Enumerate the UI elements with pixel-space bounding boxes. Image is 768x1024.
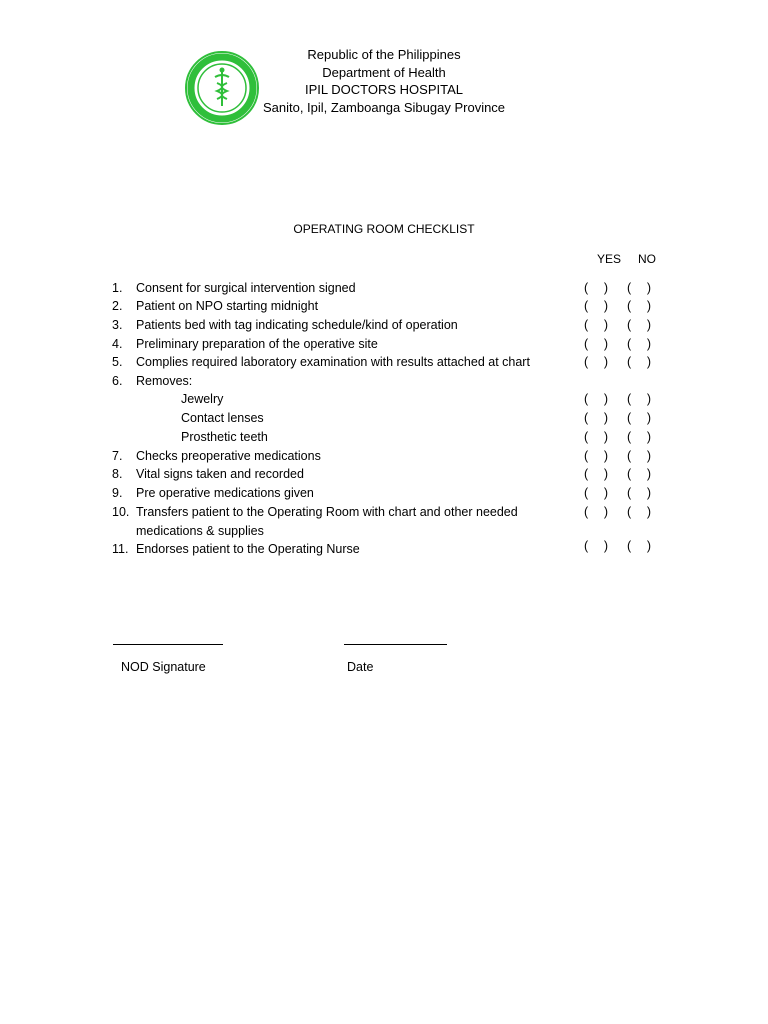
header-department: Department of Health bbox=[322, 64, 446, 80]
checklist-subitem-contact-lenses bbox=[0, 411, 768, 429]
header-hospital-name: IPIL DOCTORS HOSPITAL bbox=[305, 82, 463, 97]
no-checkbox[interactable]: ( ) bbox=[627, 355, 651, 369]
no-checkbox[interactable]: ( ) bbox=[627, 281, 651, 295]
item-label: Vital signs taken and recorded bbox=[136, 467, 304, 481]
item-number: 10. bbox=[112, 505, 130, 519]
yes-checkbox[interactable]: ( ) bbox=[584, 318, 608, 332]
item-label: Preliminary preparation of the operative site bbox=[136, 337, 378, 351]
item-label: Patients bed with tag indicating schedule/kind of operation bbox=[136, 318, 458, 332]
header-republic: Republic of the Philippines bbox=[307, 47, 461, 62]
checklist-subitem-prosthetic-teeth bbox=[0, 430, 768, 448]
item-label: Pre operative medications given bbox=[136, 486, 314, 500]
item-number: 2. bbox=[112, 299, 123, 313]
no-checkbox[interactable]: ( ) bbox=[627, 505, 651, 519]
yes-column-header: YES bbox=[597, 252, 622, 266]
item-label: Prosthetic teeth bbox=[181, 430, 268, 444]
checklist-title: OPERATING ROOM CHECKLIST bbox=[293, 222, 475, 236]
date-label: Date bbox=[347, 660, 374, 674]
yes-checkbox[interactable]: ( ) bbox=[584, 355, 608, 369]
item-label: Contact lenses bbox=[181, 411, 264, 425]
yes-checkbox[interactable]: ( ) bbox=[584, 449, 608, 463]
checklist-item-8 bbox=[0, 467, 768, 485]
item-label: Patient on NPO starting midnight bbox=[136, 299, 319, 313]
yes-checkbox[interactable]: ( ) bbox=[584, 337, 608, 351]
checklist-item-7 bbox=[0, 449, 768, 467]
yes-checkbox[interactable]: ( ) bbox=[584, 486, 608, 500]
no-checkbox[interactable]: ( ) bbox=[627, 299, 651, 313]
no-checkbox[interactable]: ( ) bbox=[627, 430, 651, 444]
no-checkbox[interactable]: ( ) bbox=[627, 486, 651, 500]
checklist-item-6 bbox=[0, 374, 768, 392]
item-label: Removes: bbox=[136, 374, 193, 388]
item-label: Transfers patient to the Operating Room with chart and other needed bbox=[136, 505, 518, 519]
yes-checkbox[interactable]: ( ) bbox=[584, 299, 608, 313]
item-number: 1. bbox=[112, 281, 123, 295]
item-number: 8. bbox=[112, 467, 123, 481]
hospital-header bbox=[260, 46, 508, 116]
no-checkbox[interactable]: ( ) bbox=[627, 411, 651, 425]
item-number: 3. bbox=[112, 318, 123, 332]
no-checkbox[interactable]: ( ) bbox=[627, 337, 651, 351]
checklist-item-1 bbox=[0, 281, 768, 299]
item-label: medications & supplies bbox=[136, 524, 264, 538]
no-checkbox[interactable]: ( ) bbox=[627, 318, 651, 332]
no-checkbox[interactable]: ( ) bbox=[627, 467, 651, 481]
date-line[interactable] bbox=[344, 632, 447, 645]
item-label: Consent for surgical intervention signed bbox=[136, 281, 356, 295]
item-label: Checks preoperative medications bbox=[136, 449, 321, 463]
item-label: Endorses patient to the Operating Nurse bbox=[136, 542, 360, 556]
checklist-item-9 bbox=[0, 486, 768, 504]
nod-signature-label: NOD Signature bbox=[121, 660, 206, 674]
item-label: Complies required laboratory examination with results attached at chart bbox=[136, 355, 530, 369]
checklist-item-10 bbox=[0, 505, 768, 523]
item-number: 9. bbox=[112, 486, 123, 500]
nod-signature-line[interactable] bbox=[113, 632, 223, 645]
yes-checkbox[interactable]: ( ) bbox=[584, 411, 608, 425]
yes-checkbox[interactable]: ( ) bbox=[584, 430, 608, 444]
item-number: 4. bbox=[112, 337, 123, 351]
no-checkbox[interactable]: ( ) bbox=[627, 392, 651, 406]
checklist-item-2 bbox=[0, 299, 768, 317]
header-address: Sanito, Ipil, Zamboanga Sibugay Province bbox=[262, 99, 506, 115]
yes-checkbox[interactable]: ( ) bbox=[584, 539, 608, 553]
no-checkbox[interactable]: ( ) bbox=[627, 539, 651, 553]
yes-checkbox[interactable]: ( ) bbox=[584, 467, 608, 481]
item-number: 6. bbox=[112, 374, 123, 388]
item-number: 5. bbox=[112, 355, 123, 369]
checklist-subitem-jewelry bbox=[0, 392, 768, 410]
item-number: 7. bbox=[112, 449, 123, 463]
checklist-item-3 bbox=[0, 318, 768, 336]
no-column-header: NO bbox=[638, 252, 656, 266]
checklist-item-5 bbox=[0, 355, 768, 373]
checklist-item-4 bbox=[0, 337, 768, 355]
yes-checkbox[interactable]: ( ) bbox=[584, 392, 608, 406]
item-label: Jewelry bbox=[181, 392, 224, 406]
hospital-logo-icon bbox=[184, 50, 260, 126]
checklist-item-11 bbox=[0, 539, 768, 560]
yes-checkbox[interactable]: ( ) bbox=[584, 281, 608, 295]
checklist-item-10-continued bbox=[0, 524, 768, 542]
yes-checkbox[interactable]: ( ) bbox=[584, 505, 608, 519]
item-number: 11. bbox=[112, 542, 129, 556]
no-checkbox[interactable]: ( ) bbox=[627, 449, 651, 463]
